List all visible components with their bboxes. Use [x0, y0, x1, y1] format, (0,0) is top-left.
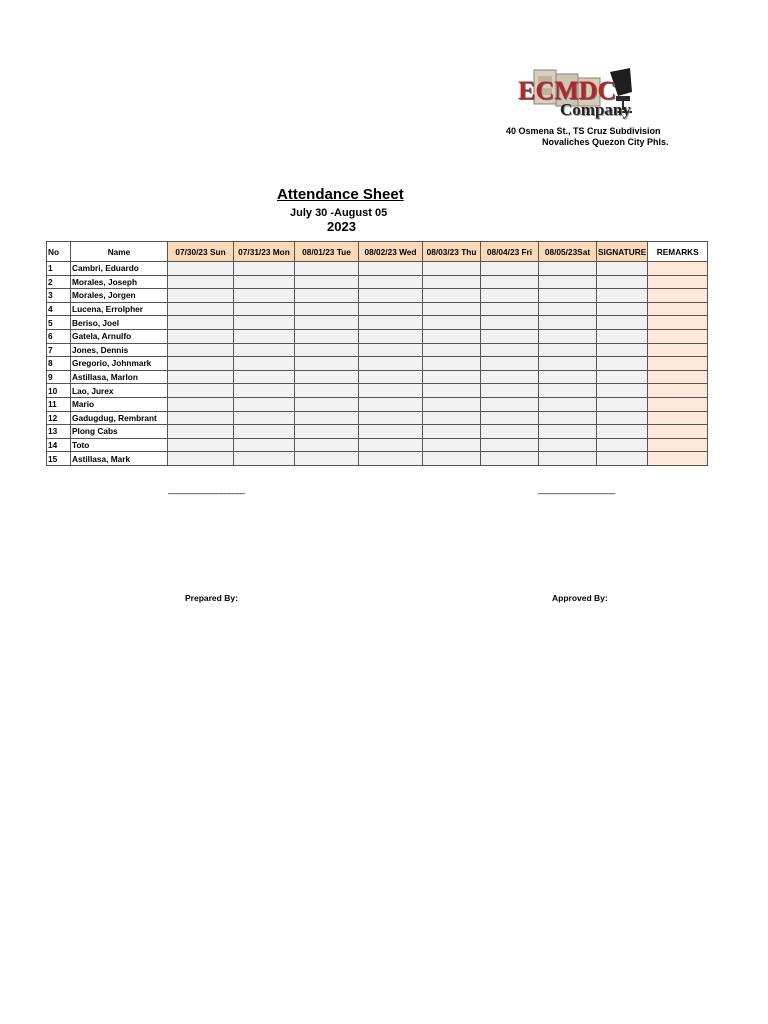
attendance-cell[interactable] [359, 370, 423, 384]
row-number: 2 [47, 275, 71, 289]
company-address [506, 126, 669, 148]
attendance-cell[interactable] [359, 425, 423, 439]
row-number: 3 [47, 289, 71, 303]
prepared-by-label: Prepared By: [185, 593, 238, 603]
attendance-cell[interactable] [168, 384, 234, 398]
attendance-cell[interactable] [423, 329, 481, 343]
table-header-row [47, 242, 708, 262]
signature-cell[interactable] [597, 357, 648, 371]
attendance-cell[interactable] [359, 316, 423, 330]
col-header-no: No [47, 242, 71, 262]
remarks-cell[interactable] [648, 425, 708, 439]
sheet-title: Attendance Sheet [277, 186, 404, 203]
remarks-cell[interactable] [648, 438, 708, 452]
attendance-cell[interactable] [295, 302, 359, 316]
attendance-cell[interactable] [295, 289, 359, 303]
attendance-cell[interactable] [168, 275, 234, 289]
row-number: 11 [47, 397, 71, 411]
row-number: 15 [47, 452, 71, 466]
attendance-cell[interactable] [295, 370, 359, 384]
row-number: 14 [47, 438, 71, 452]
row-number: 8 [47, 357, 71, 371]
attendance-cell[interactable] [359, 397, 423, 411]
employee-name: Toto [71, 438, 168, 452]
attendance-cell[interactable] [234, 411, 295, 425]
attendance-cell[interactable] [295, 397, 359, 411]
attendance-cell[interactable] [423, 262, 481, 276]
employee-name: Cambri, Eduardo [71, 262, 168, 276]
attendance-cell[interactable] [539, 262, 597, 276]
attendance-cell[interactable] [359, 275, 423, 289]
approved-by-label: Approved By: [552, 593, 608, 603]
col-header-day: 08/03/23 Thu [423, 242, 481, 262]
row-number: 12 [47, 411, 71, 425]
row-number: 5 [47, 316, 71, 330]
attendance-cell[interactable] [423, 275, 481, 289]
remarks-cell[interactable] [648, 302, 708, 316]
employee-name: Beriso, Joel [71, 316, 168, 330]
row-number: 13 [47, 425, 71, 439]
table-row [47, 262, 708, 276]
signature-cell[interactable] [597, 411, 648, 425]
attendance-cell[interactable] [168, 262, 234, 276]
table-row [47, 289, 708, 303]
table-row [47, 425, 708, 439]
attendance-cell[interactable] [423, 452, 481, 466]
attendance-cell[interactable] [168, 343, 234, 357]
attendance-cell[interactable] [539, 384, 597, 398]
attendance-cell[interactable] [359, 343, 423, 357]
attendance-cell[interactable] [234, 357, 295, 371]
signature-cell[interactable] [597, 438, 648, 452]
table-row [47, 275, 708, 289]
attendance-cell[interactable] [423, 357, 481, 371]
attendance-cell[interactable] [234, 343, 295, 357]
attendance-cell[interactable] [234, 452, 295, 466]
attendance-cell[interactable] [168, 438, 234, 452]
attendance-cell[interactable] [234, 425, 295, 439]
employee-name: Gadugdug, Rembrant [71, 411, 168, 425]
attendance-cell[interactable] [481, 370, 539, 384]
attendance-cell[interactable] [423, 384, 481, 398]
employee-name: Astillasa, Marlon [71, 370, 168, 384]
signature-cell[interactable] [597, 289, 648, 303]
col-header-signature: SIGNATURE [597, 242, 648, 262]
attendance-cell[interactable] [481, 411, 539, 425]
employee-name: Mario [71, 397, 168, 411]
attendance-cell[interactable] [295, 275, 359, 289]
address-line-1: 40 Osmena St., TS Cruz Subdivision [506, 126, 661, 136]
logo-sub-text: Company [560, 100, 631, 119]
employee-name: Lao, Jurex [71, 384, 168, 398]
attendance-cell[interactable] [359, 262, 423, 276]
table-row [47, 384, 708, 398]
attendance-cell[interactable] [481, 425, 539, 439]
remarks-cell[interactable] [648, 316, 708, 330]
row-number: 4 [47, 302, 71, 316]
attendance-cell[interactable] [481, 302, 539, 316]
table-row [47, 397, 708, 411]
attendance-cell[interactable] [359, 438, 423, 452]
remarks-cell[interactable] [648, 275, 708, 289]
date-range: July 30 -August 05 [290, 207, 388, 219]
attendance-cell[interactable] [168, 289, 234, 303]
col-header-day: 08/02/23 Wed [359, 242, 423, 262]
signature-cell[interactable] [597, 370, 648, 384]
remarks-cell[interactable] [648, 411, 708, 425]
signature-cell[interactable] [597, 329, 648, 343]
attendance-cell[interactable] [295, 343, 359, 357]
row-number: 9 [47, 370, 71, 384]
attendance-cell[interactable] [295, 357, 359, 371]
table-row [47, 452, 708, 466]
employee-name: Morales, Joseph [71, 275, 168, 289]
employee-name: Gregorio, Johnmark [71, 357, 168, 371]
attendance-cell[interactable] [539, 275, 597, 289]
col-header-day: 08/01/23 Tue [295, 242, 359, 262]
attendance-cell[interactable] [168, 425, 234, 439]
signature-cell[interactable] [597, 275, 648, 289]
attendance-table [46, 241, 708, 466]
attendance-cell[interactable] [481, 275, 539, 289]
signature-cell[interactable] [597, 452, 648, 466]
attendance-cell[interactable] [234, 370, 295, 384]
row-number: 6 [47, 329, 71, 343]
attendance-cell[interactable] [423, 438, 481, 452]
attendance-cell[interactable] [234, 262, 295, 276]
signature-cell[interactable] [597, 397, 648, 411]
row-number: 7 [47, 343, 71, 357]
attendance-cell[interactable] [168, 357, 234, 371]
signature-cell[interactable] [597, 262, 648, 276]
attendance-cell[interactable] [234, 289, 295, 303]
table-row [47, 302, 708, 316]
sheet-year: 2023 [327, 219, 356, 234]
attendance-cell[interactable] [359, 452, 423, 466]
attendance-cell[interactable] [168, 316, 234, 330]
attendance-cell[interactable] [423, 397, 481, 411]
attendance-cell[interactable] [539, 289, 597, 303]
attendance-cell[interactable] [481, 316, 539, 330]
attendance-cell[interactable] [481, 262, 539, 276]
col-header-name: Name [71, 242, 168, 262]
attendance-cell[interactable] [168, 329, 234, 343]
address-line-2: Novaliches Quezon City Phls. [542, 137, 669, 147]
attendance-cell[interactable] [481, 343, 539, 357]
attendance-cell[interactable] [423, 289, 481, 303]
employee-name: Jones, Dennis [71, 343, 168, 357]
signature-cell[interactable] [597, 384, 648, 398]
signature-cell[interactable] [597, 316, 648, 330]
table-row [47, 316, 708, 330]
attendance-cell[interactable] [539, 370, 597, 384]
col-header-day: 07/31/23 Mon [234, 242, 295, 262]
attendance-cell[interactable] [168, 397, 234, 411]
employee-name: Gatela, Arnulfo [71, 329, 168, 343]
remarks-cell[interactable] [648, 370, 708, 384]
employee-name: Lucena, Errolpher [71, 302, 168, 316]
remarks-cell[interactable] [648, 289, 708, 303]
attendance-cell[interactable] [481, 289, 539, 303]
attendance-cell[interactable] [539, 425, 597, 439]
attendance-cell[interactable] [481, 438, 539, 452]
row-number: 10 [47, 384, 71, 398]
attendance-cell[interactable] [168, 411, 234, 425]
table-row [47, 343, 708, 357]
attendance-cell[interactable] [295, 316, 359, 330]
table-row [47, 370, 708, 384]
attendance-cell[interactable] [539, 452, 597, 466]
company-logo [512, 66, 642, 122]
attendance-cell[interactable] [234, 438, 295, 452]
attendance-cell[interactable] [234, 275, 295, 289]
signature-cell[interactable] [597, 343, 648, 357]
attendance-cell[interactable] [423, 425, 481, 439]
attendance-cell[interactable] [423, 370, 481, 384]
attendance-cell[interactable] [234, 302, 295, 316]
prepared-signature-line: ___________________ [168, 484, 245, 494]
attendance-cell[interactable] [168, 302, 234, 316]
col-header-day: 08/04/23 Fri [481, 242, 539, 262]
employee-name: Morales, Jorgen [71, 289, 168, 303]
col-header-remarks: REMARKS [648, 242, 708, 262]
table-row [47, 357, 708, 371]
approved-signature-line: ___________________ [538, 484, 615, 494]
attendance-cell[interactable] [359, 384, 423, 398]
attendance-cell[interactable] [423, 343, 481, 357]
attendance-cell[interactable] [295, 329, 359, 343]
attendance-cell[interactable] [359, 289, 423, 303]
remarks-cell[interactable] [648, 384, 708, 398]
attendance-cell[interactable] [359, 357, 423, 371]
remarks-cell[interactable] [648, 329, 708, 343]
row-number: 1 [47, 262, 71, 276]
attendance-cell[interactable] [359, 411, 423, 425]
attendance-cell[interactable] [481, 452, 539, 466]
attendance-cell[interactable] [168, 370, 234, 384]
attendance-cell[interactable] [168, 452, 234, 466]
attendance-cell[interactable] [295, 425, 359, 439]
attendance-cell[interactable] [423, 411, 481, 425]
attendance-cell[interactable] [539, 329, 597, 343]
logo-main-text: ECMDC [518, 76, 617, 105]
attendance-cell[interactable] [539, 411, 597, 425]
signature-cell[interactable] [597, 425, 648, 439]
attendance-cell[interactable] [481, 357, 539, 371]
attendance-cell[interactable] [295, 452, 359, 466]
attendance-cell[interactable] [359, 329, 423, 343]
attendance-cell[interactable] [423, 316, 481, 330]
table-row [47, 329, 708, 343]
attendance-cell[interactable] [481, 329, 539, 343]
attendance-cell[interactable] [539, 302, 597, 316]
remarks-cell[interactable] [648, 343, 708, 357]
table-row [47, 411, 708, 425]
remarks-cell[interactable] [648, 452, 708, 466]
table-row [47, 438, 708, 452]
attendance-cell[interactable] [234, 384, 295, 398]
attendance-cell[interactable] [539, 438, 597, 452]
attendance-cell[interactable] [295, 384, 359, 398]
remarks-cell[interactable] [648, 357, 708, 371]
attendance-cell[interactable] [295, 262, 359, 276]
attendance-cell[interactable] [539, 397, 597, 411]
col-header-day: 07/30/23 Sun [168, 242, 234, 262]
attendance-cell[interactable] [539, 357, 597, 371]
attendance-cell[interactable] [539, 316, 597, 330]
attendance-cell[interactable] [295, 438, 359, 452]
employee-name: Astillasa, Mark [71, 452, 168, 466]
remarks-cell[interactable] [648, 262, 708, 276]
attendance-cell[interactable] [234, 329, 295, 343]
attendance-cell[interactable] [234, 397, 295, 411]
attendance-cell[interactable] [423, 302, 481, 316]
signature-cell[interactable] [597, 302, 648, 316]
attendance-cell[interactable] [481, 397, 539, 411]
attendance-cell[interactable] [295, 411, 359, 425]
attendance-cell[interactable] [539, 343, 597, 357]
attendance-cell[interactable] [481, 384, 539, 398]
employee-name: Plong Cabs [71, 425, 168, 439]
remarks-cell[interactable] [648, 397, 708, 411]
attendance-cell[interactable] [234, 316, 295, 330]
col-header-day: 08/05/23Sat [539, 242, 597, 262]
attendance-cell[interactable] [359, 302, 423, 316]
